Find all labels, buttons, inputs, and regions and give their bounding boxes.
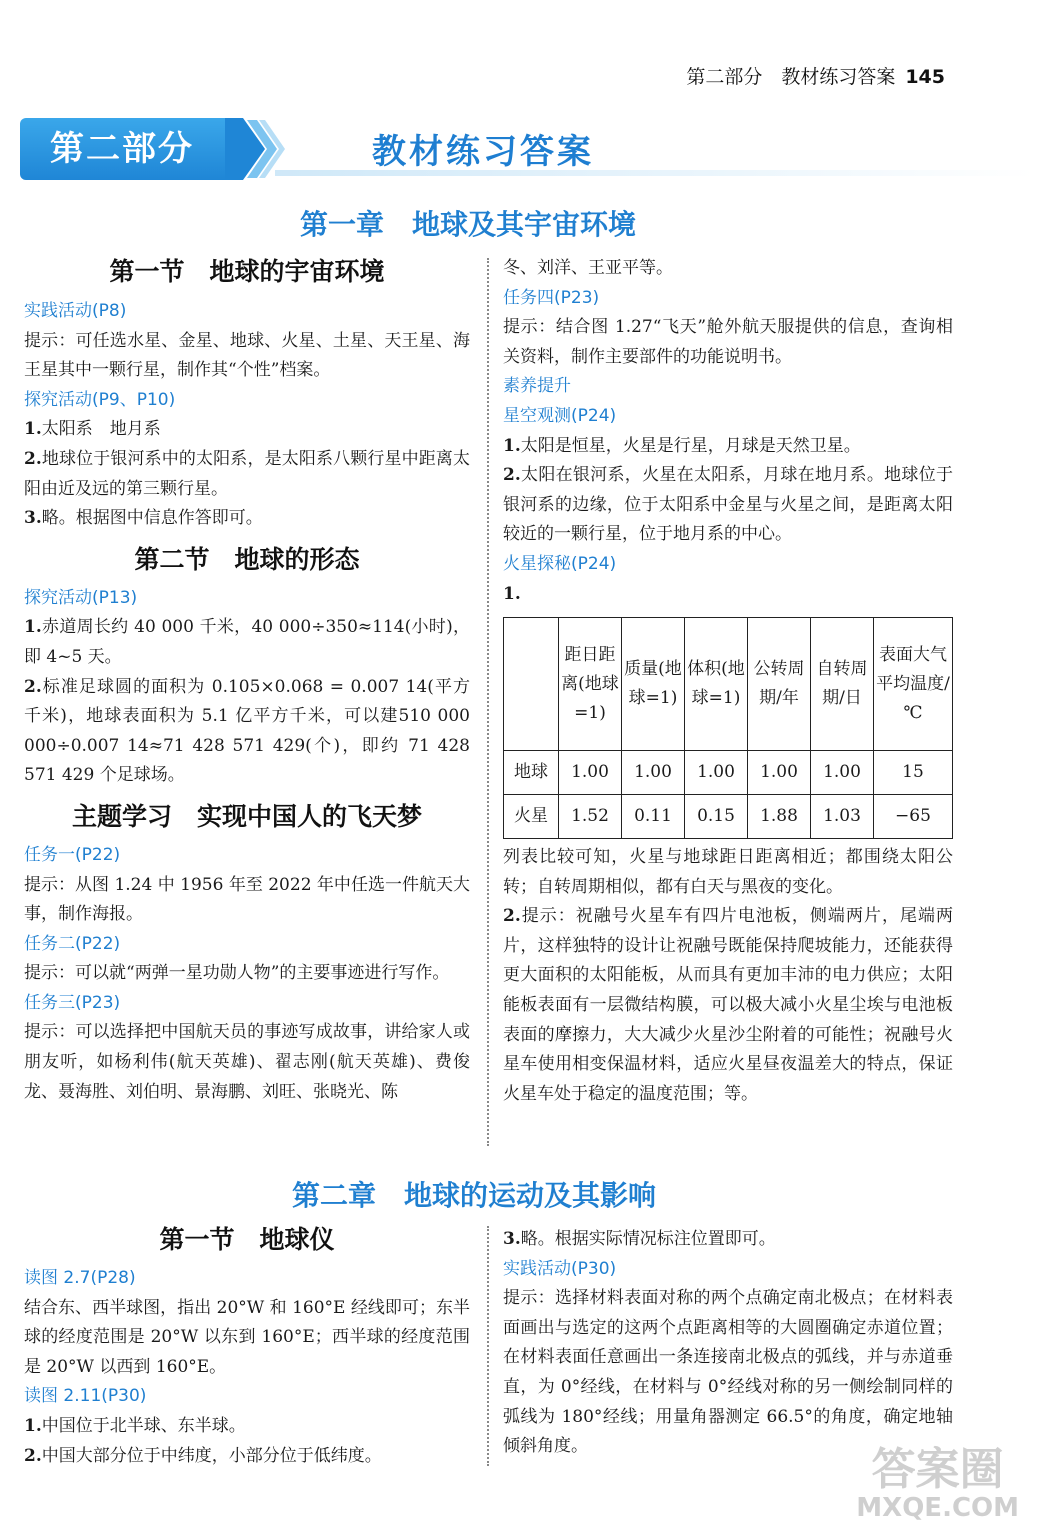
page-number: 145 [905, 66, 945, 88]
table-cell: 1.03 [811, 795, 874, 839]
table-row [504, 795, 953, 839]
task-label: 任务二(P22) [24, 933, 121, 954]
section-label: 素养提升 [503, 376, 571, 397]
table-cell: 1.88 [748, 795, 811, 839]
answer-item: 2.提示：祝融号火星车有四片电池板，侧端两片，尾端两片，这样独特的设计让祝融号既能保持爬坡能力，还能获得更大面积的太阳能板，从而具有更加丰沛的电力供应；太阳能板表面有一层微结构膜，可以极大减小火星尘埃与电池板表面的摩擦力，大大减少火星沙尘附着的可能性；祝融号火星车使用相变保温材料，适应火星昼夜温差大的特点，保证火星车处于稳定的温度范围；等。 [503, 906, 953, 1104]
answer-text: 提示：可任选水星、金星、地球、火星、土星、天王星、海王星其中一颗行星，制作其“个性”档案。 [24, 330, 470, 381]
table-cell: 15 [874, 751, 953, 795]
running-title: 第二部分 教材练习答案 [686, 66, 896, 88]
reading-label: 读图 2.11(P30) [24, 1386, 147, 1407]
answer-item: 3.略。根据图中信息作答即可。 [24, 508, 263, 529]
answer-item: 1.太阳系 地月系 [24, 419, 161, 440]
activity-label: 探究活动(P13) [24, 587, 138, 608]
right-column-ch2 [503, 1225, 953, 1462]
chapter-title: 第二章 地球的运动及其影响 [292, 1179, 657, 1212]
table-cell: 1.00 [685, 751, 748, 795]
answer-text: 提示：结合图 1.27“飞天”舱外航天服提供的信息，查询相关资料，制作主要部件的功能说明书。 [503, 317, 953, 367]
answer-item: 2.太阳在银河系，火星在太阳系，月球在地月系。地球位于银河系的边缘，位于太阳系中金星与火星之间，是距离太阳较近的一颗行星，位于地月系的中心。 [503, 465, 953, 545]
answer-text: 冬、刘洋、王亚平等。 [503, 258, 673, 278]
right-column-continued [503, 843, 953, 1109]
answer-item: 3.略。根据实际情况标注位置即可。 [503, 1229, 776, 1249]
table-header: 表面大气平均温度/℃ [874, 618, 953, 751]
answer-text: 提示：可以就“两弹一星功勋人物”的主要事迹进行写作。 [24, 963, 450, 984]
watermark-url: MXQE.COM [856, 1493, 1019, 1523]
right-column [503, 254, 953, 609]
answer-item: 1.中国位于北半球、东半球。 [24, 1415, 246, 1436]
table-header: 公转周期/年 [748, 618, 811, 751]
part-banner [20, 118, 1020, 180]
column-divider [487, 258, 489, 1146]
task-label: 任务四(P23) [503, 287, 600, 308]
table-cell: 1.00 [559, 751, 622, 795]
task-label: 任务一(P22) [24, 844, 121, 865]
table-cell: 1.00 [748, 751, 811, 795]
table-cell: −65 [874, 795, 953, 839]
section-title: 主题学习 实现中国人的飞天梦 [71, 801, 422, 831]
answer-item: 1.赤道周长约 40 000 千米，40 000÷350≈114(小时)，即 4~5 天。 [24, 617, 470, 667]
watermark [856, 1446, 1019, 1522]
chapter-title: 第一章 地球及其宇宙环境 [300, 208, 637, 241]
table-cell: 1.52 [559, 795, 622, 839]
reading-label: 读图 2.7(P28) [24, 1268, 136, 1288]
row-name: 火星 [504, 795, 559, 839]
table-cell: 0.15 [685, 795, 748, 839]
answer-text: 结合东、西半球图，指出 20°W 和 160°E 经线即可；东半球的经度范围是 20°W 以东到 160°E；西半球的经度范围是 20°W 以西到 160°E。 [24, 1297, 470, 1377]
table-cell: 1.00 [622, 751, 685, 795]
earth-mars-table [503, 617, 953, 839]
activity-label: 实践活动(P30) [503, 1258, 617, 1279]
table-row [504, 751, 953, 795]
table-header: 质量(地球=1) [622, 618, 685, 751]
row-name: 地球 [504, 751, 559, 795]
table-header: 体积(地球=1) [685, 618, 748, 751]
answer-text: 列表比较可知，火星与地球距日距离相近；都围绕太阳公转；自转周期相似，都有白天与黑夜的变化。 [503, 847, 953, 897]
table-header: 自转周期/日 [811, 618, 874, 751]
part-label: 第二部分 [20, 118, 235, 180]
answer-text: 提示：可以选择把中国航天员的事迹写成故事，讲给家人或朋友听，如杨利伟(航天英雄)、翟志刚(航天英雄)、费俊龙、聂海胜、刘伯明、景海鹏、刘旺、张晓光、陈 [24, 1022, 470, 1102]
activity-label: 实践活动(P8) [24, 301, 127, 321]
left-column-ch2 [24, 1222, 470, 1471]
activity-label: 火星探秘(P24) [503, 553, 617, 574]
answer-item: 2.地球位于银河系中的太阳系，是太阳系八颗行星中距离太阳由近及远的第三颗行星。 [24, 448, 470, 499]
answer-item: 1.太阳是恒星，火星是行星，月球是天然卫星。 [503, 435, 861, 456]
table-cell: 0.11 [622, 795, 685, 839]
answer-item: 2.标准足球圆的面积为 0.105×0.068 = 0.007 14(平方千米)，地球表面积为 5.1 亿平方千米，可以建510 000 000÷0.007 14≈71 428 571 429(个)，即约 71 428 571 429 个足球场。 [24, 676, 470, 786]
watermark-logo: 答案圈 [871, 1444, 1004, 1495]
table-corner [504, 618, 559, 751]
banner-title: 教材练习答案 [372, 132, 594, 172]
answer-text: 提示：从图 1.24 中 1956 年至 2022 年中任选一件航天大事，制作海报。 [24, 874, 470, 925]
running-header [686, 62, 945, 89]
answer-item: 1. [503, 583, 521, 604]
chevron-right-icon [225, 118, 285, 180]
activity-label: 星空观测(P24) [503, 405, 617, 426]
task-label: 任务三(P23) [24, 992, 121, 1013]
table-header-row [504, 618, 953, 751]
section-title: 第二节 地球的形态 [134, 544, 360, 574]
activity-label: 探究活动(P9、P10) [24, 389, 176, 410]
answer-item: 2.中国大部分位于中纬度，小部分位于低纬度。 [24, 1445, 382, 1466]
table-cell: 1.00 [811, 751, 874, 795]
section-title: 第一节 地球的宇宙环境 [109, 257, 385, 286]
answer-text: 提示：选择材料表面对称的两个点确定南北极点；在材料表面画出与选定的这两个点距离相等的大圆圈确定赤道位置；在材料表面任意画出一条连接南北极点的弧线，并与赤道垂直，为 0°经线，在材料与 0°经线对称的另一侧绘制同样的弧线为 180°经线；用量角器测定 66.5°的角度，确定地轴倾斜角度。 [503, 1288, 953, 1457]
left-column [24, 254, 470, 1107]
table-header: 距日距离(地球=1) [559, 618, 622, 751]
column-divider [487, 1226, 489, 1466]
section-title: 第一节 地球仪 [159, 1225, 335, 1254]
